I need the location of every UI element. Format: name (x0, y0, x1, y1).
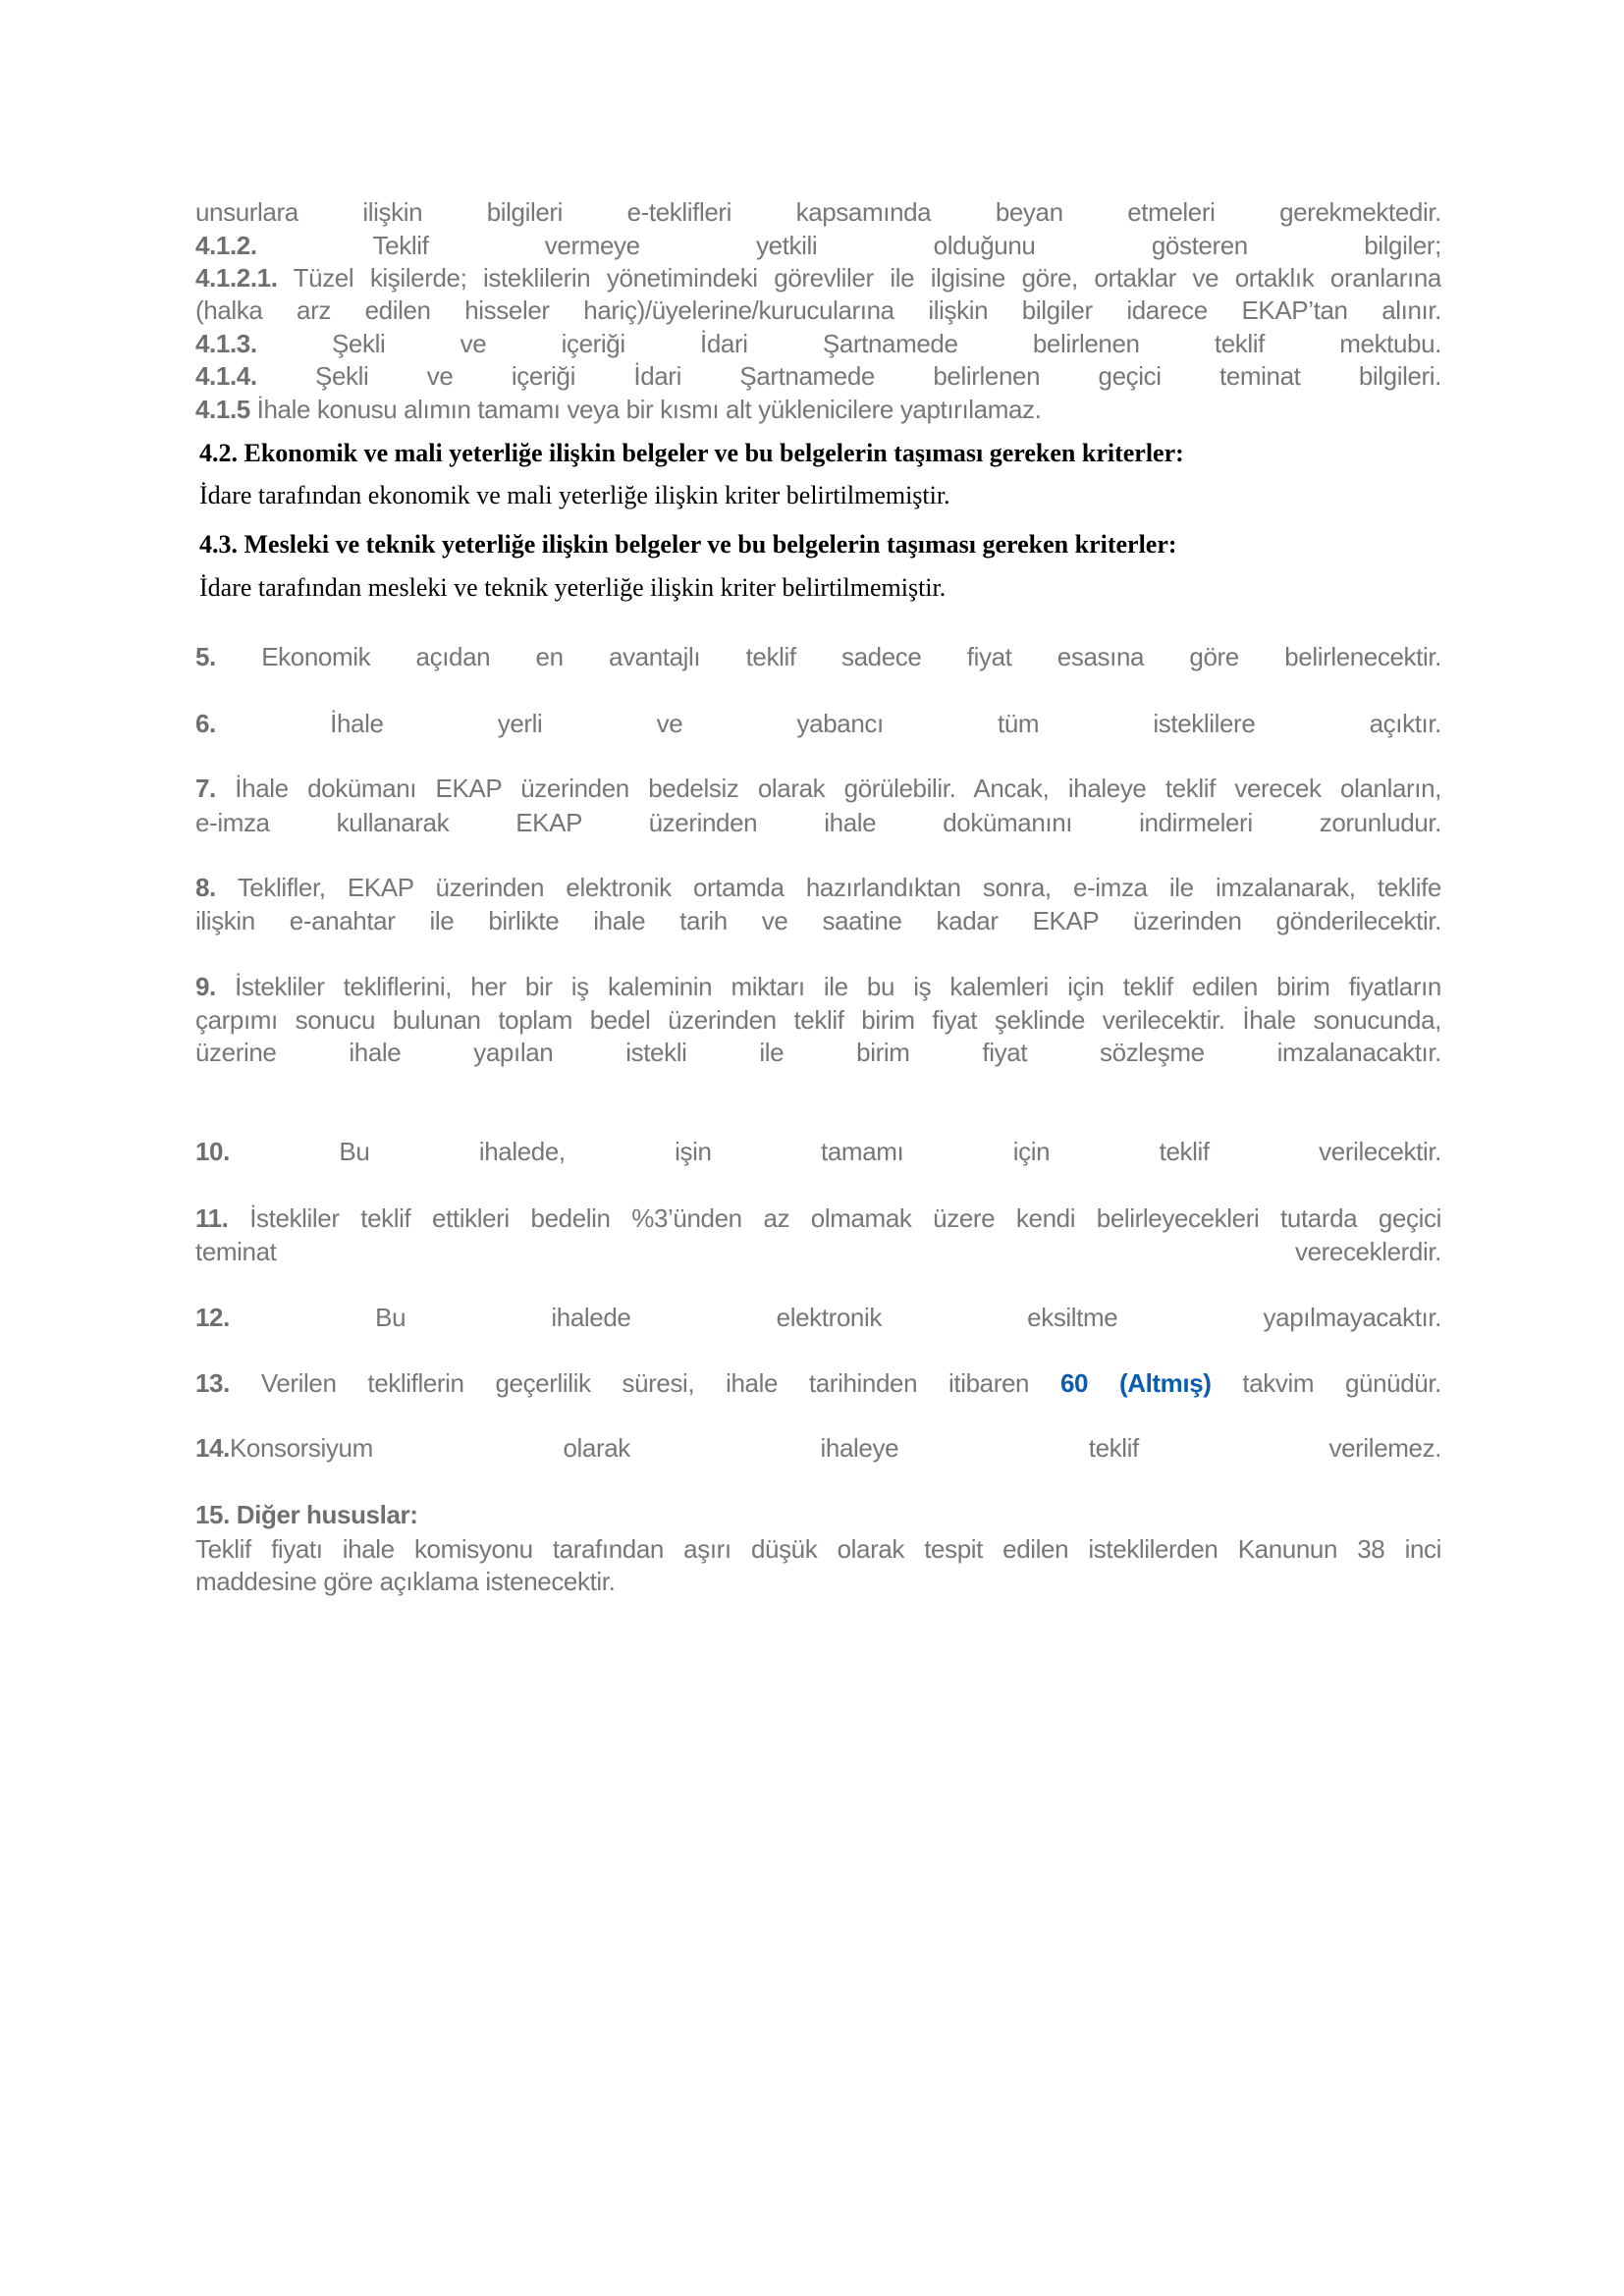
text-line: teminat vereceklerdir. (195, 1237, 1441, 1266)
text-line: e-imza kullanarak EKAP üzerinden ihale dokümanını indirmeleri zorunludur. (195, 808, 1441, 837)
item-4-1-2-1: 4.1.2.1. Tüzel kişilerde; isteklilerin yönetimindeki görevliler ile ilgisine göre, ortaklar ve ortaklık oranlarına (195, 263, 1441, 293)
item-4-1-4: 4.1.4. Şekli ve içeriği İdari Şartnamede belirlenen geçici teminat bilgileri. (195, 361, 1441, 391)
section-4-2-body: İdare tarafından ekonomik ve mali yeterliğe ilişkin kriter belirtilmemiştir. (199, 481, 950, 509)
item-9: 9. İstekliler tekliflerini, her bir iş kaleminin miktarı ile bu iş kalemleri için teklif edilen birim fiyatların (195, 972, 1441, 1001)
item-13: 13. Verilen tekliflerin geçerlilik süresi, ihale tarihinden itibaren 60 (Altmış) takvim günüdür. (195, 1368, 1441, 1398)
section-4-3-body: İdare tarafından mesleki ve teknik yeterliğe ilişkin kriter belirtilmemiştir. (199, 573, 947, 602)
text-line: maddesine göre açıklama istenecektir. (195, 1567, 616, 1596)
item-4-1-3: 4.1.3. Şekli ve içeriği İdari Şartnamede belirlenen teklif mektubu. (195, 329, 1441, 358)
item-8: 8. Teklifler, EKAP üzerinden elektronik ortamda hazırlandıktan sonra, e-imza ile imzalanarak, teklife (195, 873, 1441, 902)
section-4-2-heading: 4.2. Ekonomik ve mali yeterliğe ilişkin belgeler ve bu belgelerin taşıması gereken kriterler: (199, 439, 1184, 467)
text-line: Teklif fiyatı ihale komisyonu tarafından aşırı düşük olarak tespit edilen isteklilerden Kanunun 38 inci (195, 1534, 1441, 1564)
item-12: 12. Bu ihalede elektronik eksiltme yapılmayacaktır. (195, 1303, 1441, 1332)
section-4-3-heading: 4.3. Mesleki ve teknik yeterliğe ilişkin belgeler ve bu belgelerin taşıması gereken kriterler: (199, 530, 1177, 559)
item-5: 5. Ekonomik açıdan en avantajlı teklif sadece fiyat esasına göre belirlenecektir. (195, 642, 1441, 671)
item-10: 10. Bu ihalede, işin tamamı için teklif verilecektir. (195, 1137, 1441, 1166)
text-line: üzerine ihale yapılan istekli ile birim fiyat sözleşme imzalanacaktır. (195, 1038, 1441, 1067)
text-line: (halka arz edilen hisseler hariç)/üyelerine/kurucularına ilişkin bilgiler idarece EKAP’tan alınır. (195, 295, 1441, 325)
item-7: 7. İhale dokümanı EKAP üzerinden bedelsiz olarak görülebilir. Ancak, ihaleye teklif verecek olanların, (195, 774, 1441, 803)
text-line: ilişkin e-anahtar ile birlikte ihale tarih ve saatine kadar EKAP üzerinden gönderilecektir. (195, 906, 1441, 935)
item-6: 6. İhale yerli ve yabancı tüm isteklilere açıktır. (195, 709, 1441, 738)
text-line: unsurlara ilişkin bilgileri e-teklifleri kapsamında beyan etmeleri gerekmektedir. (195, 197, 1441, 227)
validity-period: 60 (Altmış) (1059, 1368, 1212, 1398)
item-15-heading: 15. Diğer hususlar: (195, 1500, 418, 1529)
item-11: 11. İstekliler teklif ettikleri bedelin %3’ünden az olmamak üzere kendi belirleyecekleri tutarda geçici (195, 1203, 1441, 1233)
text-line: çarpımı sonucu bulunan toplam bedel üzerinden teklif birim fiyat şeklinde verilecektir. İhale sonucunda, (195, 1005, 1441, 1035)
item-14: 14.Konsorsiyum olarak ihaleye teklif verilemez. (195, 1433, 1441, 1463)
item-4-1-5: 4.1.5 İhale konusu alımın tamamı veya bir kısmı alt yüklenicilere yaptırılamaz. (195, 395, 1042, 424)
item-4-1-2: 4.1.2. Teklif vermeye yetkili olduğunu gösteren bilgiler; (195, 231, 1441, 260)
